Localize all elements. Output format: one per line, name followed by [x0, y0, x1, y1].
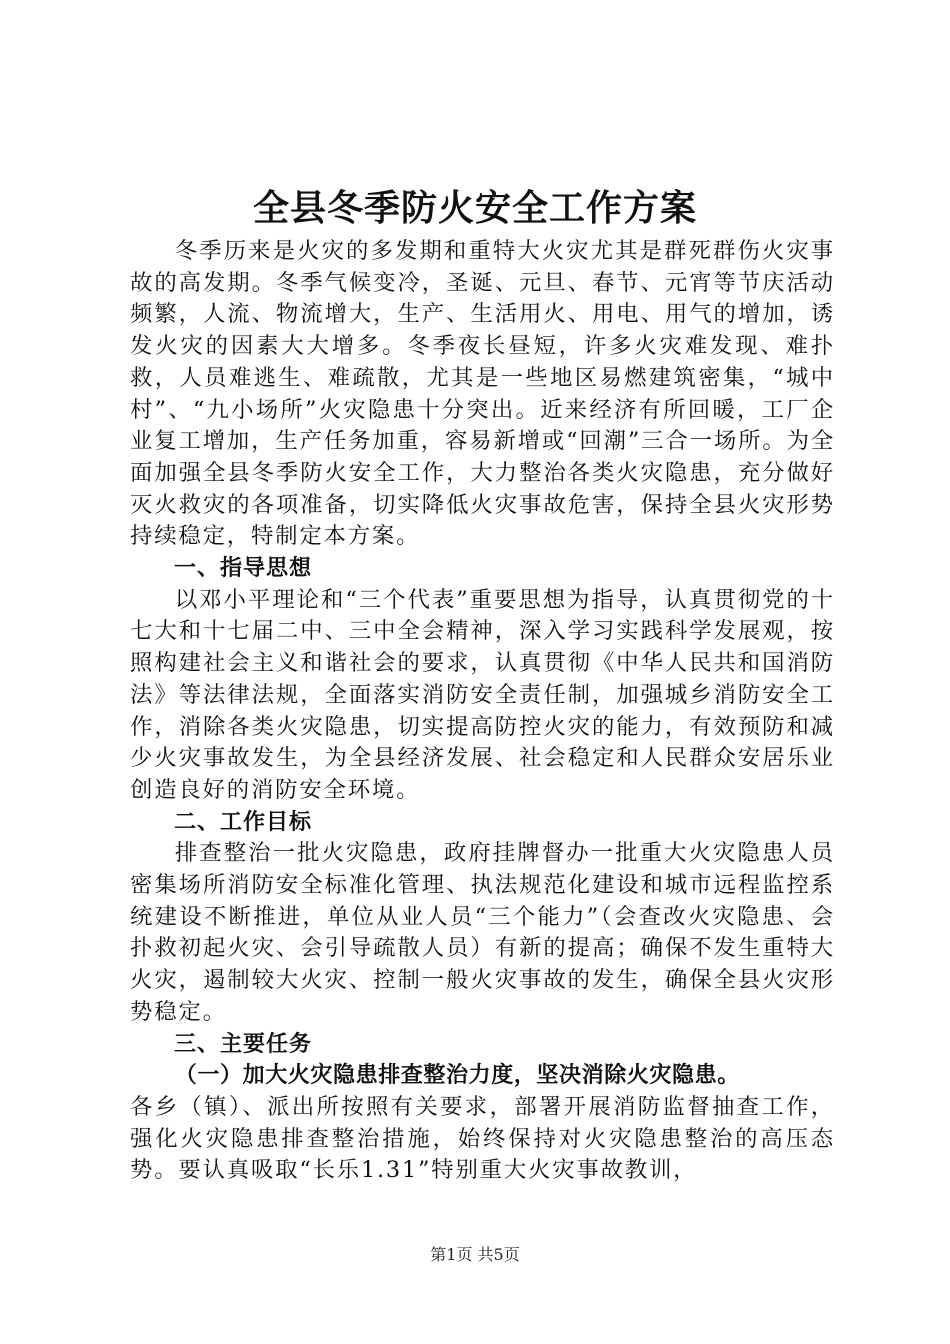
- subsection-title: （一）加大火灾隐患排查整治力度，坚决消除火灾隐患。: [174, 1063, 740, 1089]
- subsection-heading: [130, 1060, 835, 1092]
- document-title: 全县冬季防火安全工作方案: [252, 188, 697, 229]
- section-heading-main-tasks: 三、主要任务: [174, 1031, 313, 1057]
- subsection-paragraph: 各乡（镇）、派出所按照有关要求，部署开展消防监督抽查工作，强化火灾隐患排查整治措施，始终保持对火灾隐患整治的高压态势。要认真吸取“长乐1.31”特别重大火灾事故教训，: [130, 1093, 835, 1184]
- section-heading-guiding-ideology: 一、指导思想: [174, 556, 313, 582]
- document-body: [130, 236, 835, 1187]
- section-paragraph-guiding-ideology: 以邓小平理论和“三个代表”重要思想为指导，认真贯彻党的十七大和十七届二中、三中全会精神，深入学习实践科学发展观，按照构建社会主义和谐社会的要求，认真贯彻《中华人民共和国消防法》等法律法规，全面落实消防安全责任制，加强城乡消防安全工作，消除各类火灾隐患，切实提高防控火灾的能力，有效预防和减少火灾事故发生，为全县经济发展、社会稳定和人民群众安居乐业创造良好的消防安全环境。: [130, 586, 835, 803]
- section-heading-work-goals: 二、工作目标: [174, 809, 313, 835]
- page-footer: 第1页 共5页: [430, 1245, 520, 1264]
- section-paragraph-work-goals: 排查整治一批火灾隐患，政府挂牌督办一批重大火灾隐患人员密集场所消防安全标准化管理、执法规范化建设和城市远程监控系统建设不断推进，单位从业人员“三个能力”（会查改火灾隐患、会扑救初起火灾、会引导疏散人员）有新的提高；确保不发生重特大火灾，遏制较大火灾、控制一般火灾事故的发生，确保全县火灾形势稳定。: [130, 840, 835, 1025]
- intro-paragraph: 冬季历来是火灾的多发期和重特大火灾尤其是群死群伤火灾事故的高发期。冬季气候变冷，圣诞、元旦、春节、元宵等节庆活动频繁，人流、物流增大，生产、生活用火、用电、用气的增加，诱发火灾的因素大大增多。冬季夜长昼短，许多火灾难发现、难扑救，人员难逃生、难疏散，尤其是一些地区易燃建筑密集，“城中村”、“九小场所”火灾隐患十分突出。近来经济有所回暖，工厂企业复工增加，生产任务加重，容易新增或“回潮”三合一场所。为全面加强全县冬季防火安全工作，大力整治各类火灾隐患，充分做好灭火救灾的各项准备，切实降低火灾事故危害，保持全县火灾形势持续稳定，特制定本方案。: [130, 238, 835, 550]
